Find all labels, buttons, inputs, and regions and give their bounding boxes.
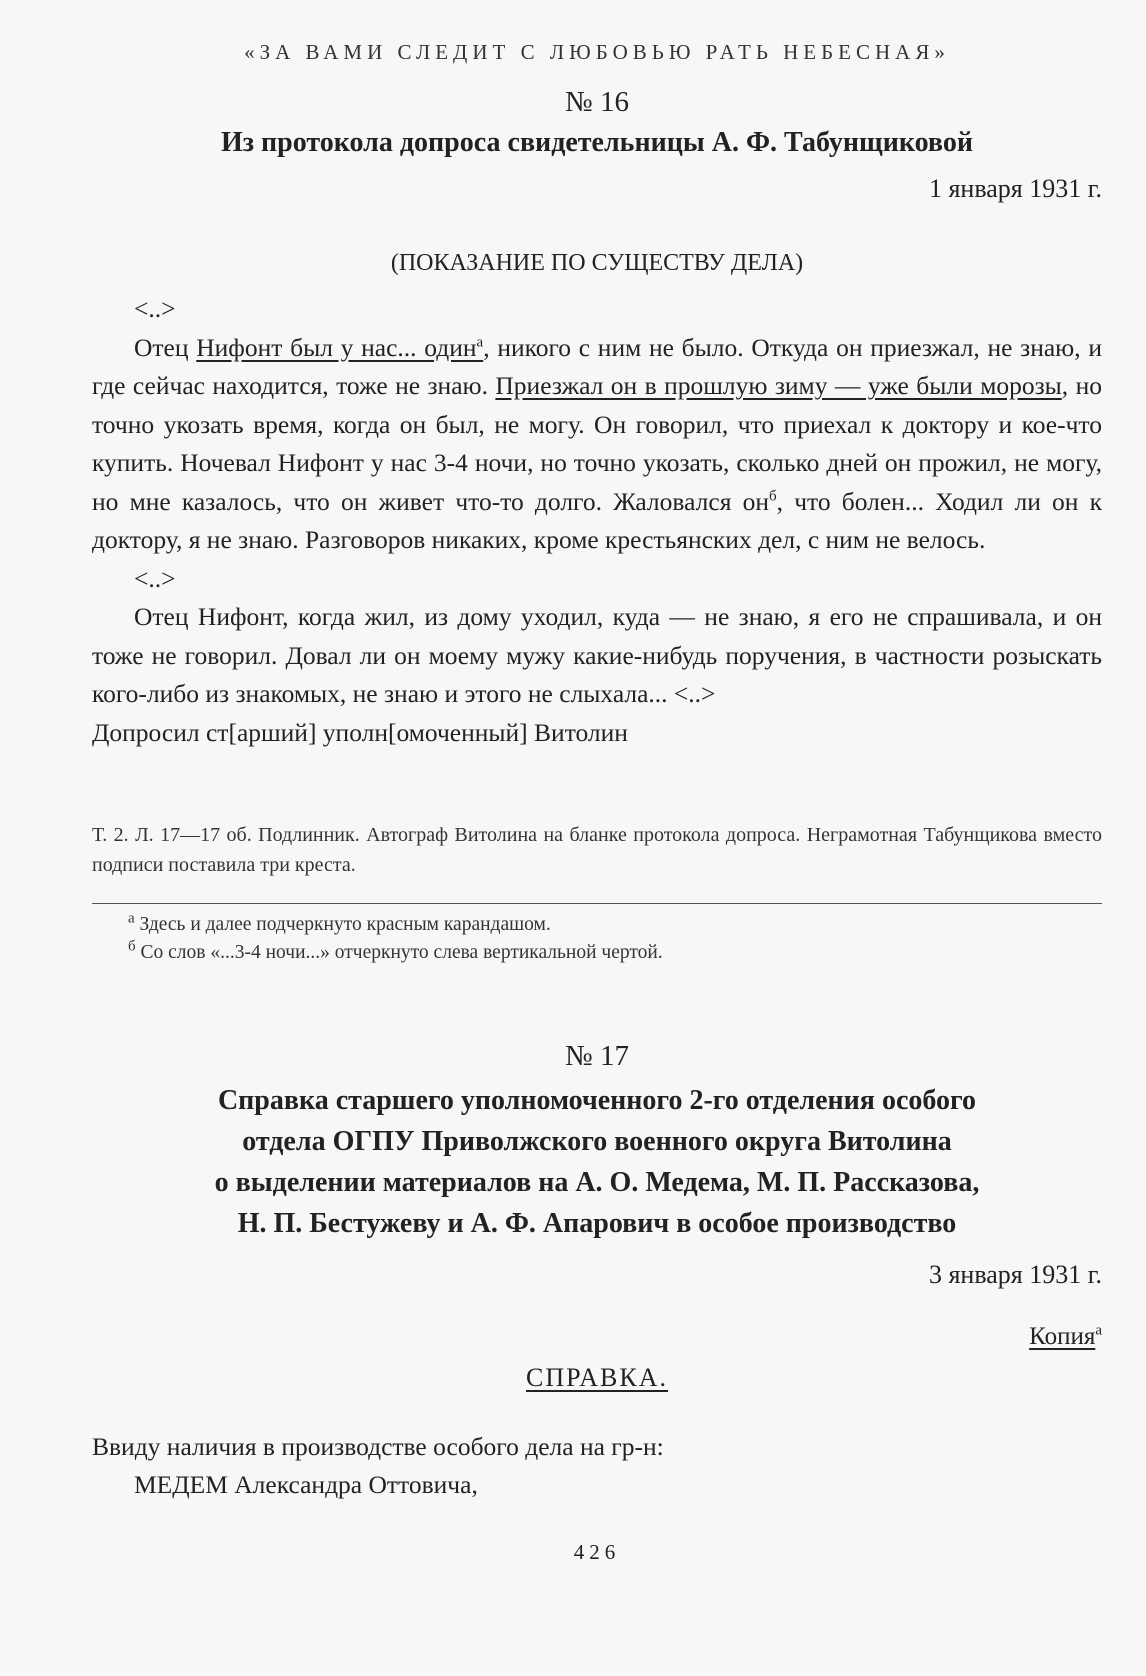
p1-text-c: , никого с ним не было. Откуда он приезжал, не знаю, и где сейчас находится, тоже не знаю. [92,332,1102,400]
copy-label: Копия$^а$ [1029,1322,1102,1350]
footnote-rule [92,903,1102,904]
spravka-heading: СПРАВКА. [526,1363,668,1392]
doc16-signature: Допросил ст[арший] уполн[омоченный] Витолин [92,717,628,747]
doc16-date: 1 января 1931 г. [928,174,1102,203]
p1-underlined-2: Приезжал он в прошлую зиму — уже были морозы [495,371,1062,400]
doc16-title: Из протокола допроса свидетельницы А. Ф. Табунщиковой [221,127,973,158]
p1-underlined-1: Нифонт был у нас... один$^а$ [196,332,484,362]
doc17-line-1: Ввиду наличия в производстве особого дела на гр-н: [92,1432,664,1461]
footnote-ref-a: а [476,334,484,350]
doc17-number: № 17 [565,1040,629,1072]
doc16-source-note: Т. 2. Л. 17—17 об. Подлинник. Автограф Витолина на бланке протокола допроса. Неграмотная Табунщикова вместо подписи поставила три креста. [92,824,1102,876]
running-head: «ЗА ВАМИ СЛЕДИТ С ЛЮБОВЬЮ РАТЬ НЕБЕСНАЯ» [244,40,950,64]
footnote-a: $^а$ Здесь и далее подчеркнуто красным карандашом. [128,910,551,935]
doc17-date: 3 января 1931 г. [928,1260,1102,1289]
p1-text-a: Отец [134,332,197,362]
p1-text-f: , что болен... Ходил ли он к доктору, я не знаю. Разговоров никаких, кроме крестьянских дел, с ним не велось. [92,486,1102,554]
doc16-section-heading: (ПОКАЗАНИЕ ПО СУЩЕСТВУ ДЕЛА) [390,250,804,276]
doc17-title-line: о выделении материалов на А. О. Медема, М. П. Рассказова, [214,1167,980,1198]
footnote-ref-a: а [1095,1322,1102,1339]
doc17-line-2: МЕДЕМ Александра Оттовича, [134,1470,478,1499]
doc17-title-line: Н. П. Бестужеву и А. Ф. Апарович в особое производство [237,1208,957,1239]
doc16-paragraph-2: Отец Нифонт, когда жил, из дому уходил, куда — не знаю, я его не спрашивала, и он тоже не говорил. Довал ли он моему мужу какие-нибудь поручения, в частности розыскать кого-либо из знакомых, не знаю и этого не слыхала... <..> [92,602,1102,708]
ellipsis-1: <..> [134,294,176,323]
doc17-title [92,1080,1102,1244]
doc16-body [92,290,1102,752]
doc17-title-line: Справка старшего уполномоченного 2-го отделения особого [217,1085,977,1116]
page-number: 426 [573,1540,621,1564]
p1-text-e: , но точно укозать время, когда он был, не могу. Он говорил, что приехал к доктору и кое-что купить. Ночевал Нифонт у нас 3-4 ночи, но точно укозать, сколько дней он прожил, не могу, но мне казалось, что он живет что-то долго. Жаловался он [92,371,1103,516]
footnote-ref-b: б [769,488,777,504]
doc16-number: № 16 [565,86,629,118]
footnote-b: $^б$ Со слов «...3-4 ночи...» отчеркнуто слева вертикальной чертой. [128,938,663,963]
doc17-title-line: отдела ОГПУ Приволжского военного округа Витолина [242,1126,952,1157]
ellipsis-2: <..> [134,563,176,593]
doc16-paragraph-1 [92,329,1102,560]
